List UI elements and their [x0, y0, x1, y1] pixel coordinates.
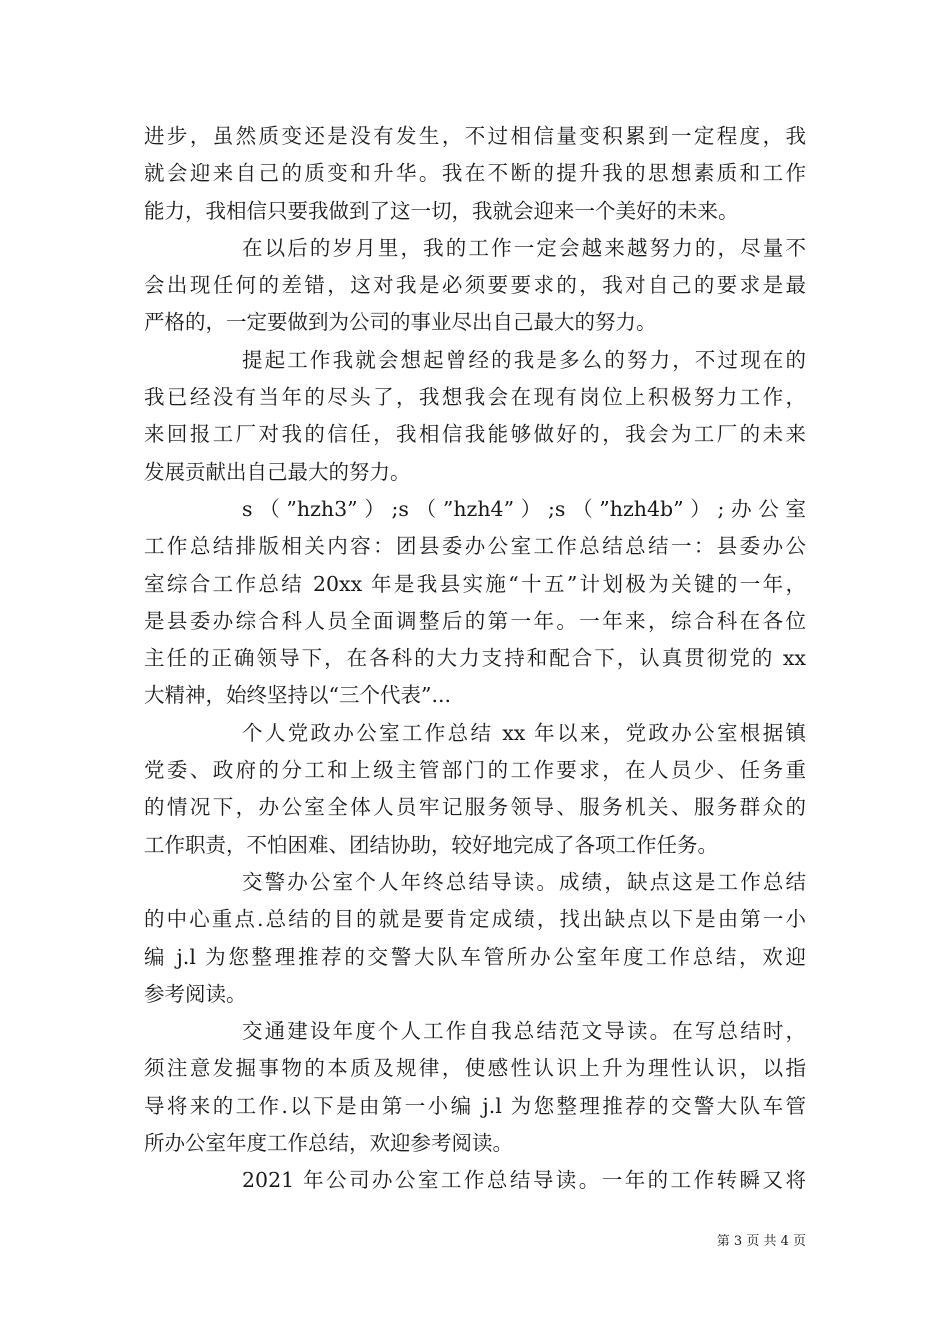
- text-line: 我已经没有当年的尽头了，我想我会在现有岗位上积极努力工作，: [144, 385, 806, 410]
- text-line: 的中心重点.总结的目的就是要肯定成绩，找出缺点以下是由第一小: [144, 907, 806, 932]
- text-line: 2021 年公司办公室工作总结导读。一年的工作转瞬又将: [242, 1168, 806, 1193]
- text-line: 大精神，始终坚持以“三个代表”...: [144, 683, 452, 708]
- text-line: 导将来的工作.以下是由第一小编 j.l 为您整理推荐的交警大队车管: [144, 1093, 806, 1118]
- text-line: 是县委办综合科人员全面调整后的第一年。一年来，综合科在各位: [144, 608, 806, 633]
- text-line: 编 j.l 为您整理推荐的交警大队车管所办公室年度工作总结，欢迎: [144, 944, 806, 969]
- text-line: 须注意发掘事物的本质及规律，使感性认识上升为理性认识，以指: [144, 1056, 806, 1081]
- text-line: 工作职责，不怕困难、团结协助，较好地完成了各项工作任务。: [144, 832, 718, 857]
- text-line: 能力，我相信只要我做到了这一切，我就会迎来一个美好的未来。: [144, 198, 739, 223]
- text-line: 室综合工作总结 20xx 年是我县实施“十五”计划极为关键的一年，: [144, 571, 806, 596]
- text-line: 来回报工厂对我的信任，我相信我能够做好的，我会为工厂的未来: [144, 422, 806, 447]
- text-line: 党委、政府的分工和上级主管部门的工作要求，在人员少、任务重: [144, 758, 806, 783]
- text-line: 工作总结排版相关内容：团县委办公室工作总结总结一：县委办公: [144, 534, 806, 559]
- text-line: 交通建设年度个人工作自我总结范文导读。在写总结时，: [242, 1019, 806, 1044]
- text-line: 参考阅读。: [144, 981, 247, 1006]
- document-body: [144, 118, 806, 1200]
- text-line: 所办公室年度工作总结，欢迎参考阅读。: [144, 1131, 513, 1156]
- text-line: 个人党政办公室工作总结 xx 年以来，党政办公室根据镇: [242, 720, 806, 745]
- text-line: 的情况下，办公室全体人员牢记服务领导、服务机关、服务群众的: [144, 795, 806, 820]
- text-line: 就会迎来自己的质变和升华。我在不断的提升我的思想素质和工作: [144, 161, 806, 186]
- text-line: 发展贡献出自己最大的努力。: [144, 459, 411, 484]
- text-line: s（”hzh3”）;s（”hzh4”）;s（”hzh4b”）;办公室: [242, 496, 806, 521]
- text-line: 严格的，一定要做到为公司的事业尽出自己最大的努力。: [144, 310, 657, 335]
- text-line: 提起工作我就会想起曾经的我是多么的努力，不过现在的: [242, 347, 806, 372]
- text-line: 交警办公室个人年终总结导读。成绩，缺点这是工作总结: [242, 869, 806, 894]
- text-line: 在以后的岁月里，我的工作一定会越来越努力的，尽量不: [242, 235, 806, 260]
- text-line: 会出现任何的差错，这对我是必须要要求的，我对自己的要求是最: [144, 273, 806, 298]
- text-line: 进步，虽然质变还是没有发生，不过相信量变积累到一定程度，我: [144, 124, 806, 148]
- text-line: 主任的正确领导下，在各科的大力支持和配合下，认真贯彻党的 xx: [144, 646, 806, 671]
- page-number: 第 3 页 共 4 页: [716, 1234, 806, 1249]
